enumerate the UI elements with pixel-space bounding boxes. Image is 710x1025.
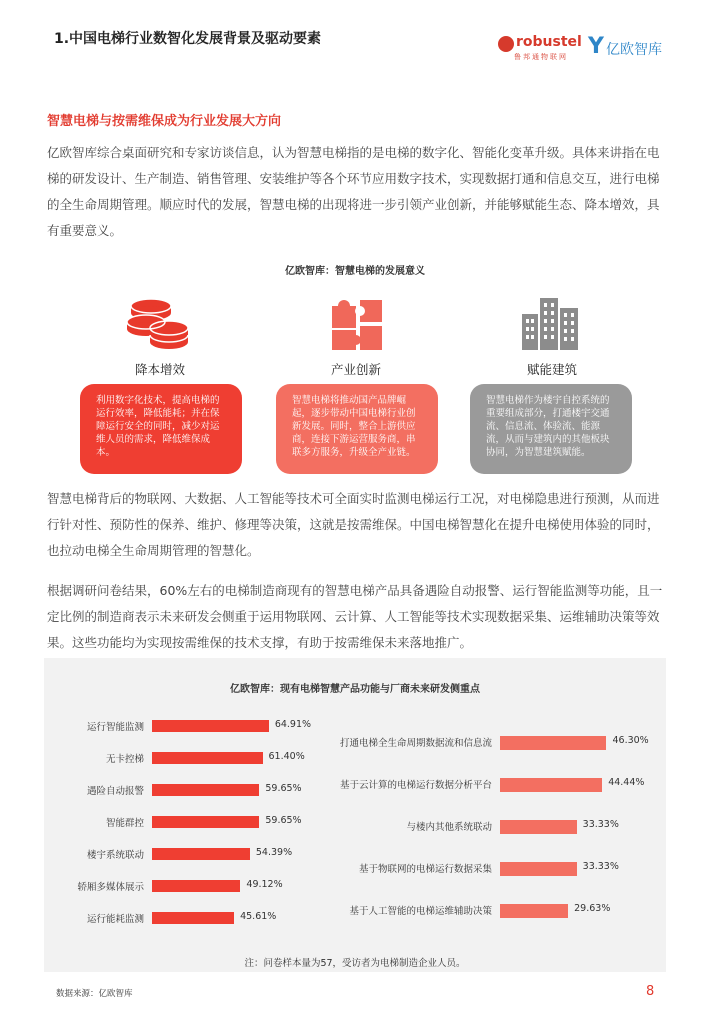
bar-value-label: 64.91% xyxy=(274,719,312,730)
card-cost: 利用数字化技术，提高电梯的运行效率，降低能耗；并在保障运行安全的同时，减少对运维人员的需求，降低维保成本。 xyxy=(80,384,242,474)
bar xyxy=(152,912,234,924)
bar-value-label: 33.33% xyxy=(582,819,619,830)
robustel-logo-text: robustel xyxy=(516,34,582,50)
chart-title: 亿欧智库：现有电梯智慧产品功能与厂商未来研发侧重点 xyxy=(230,684,480,695)
bar-value-label: 29.63% xyxy=(574,903,611,914)
bar xyxy=(500,736,606,750)
bar-label: 楼宇系统联动 xyxy=(86,850,144,861)
bar-value-label: 59.65% xyxy=(265,783,302,794)
bar-label: 基于物联网的电梯运行数据采集 xyxy=(358,864,492,875)
paragraph-intro: 亿欧智库综合桌面研究和专家访谈信息，认为智慧电梯指的是电梯的数字化、智能化变革升级。具体来讲指在电梯的研发设计、生产制造、销售管理、安装维护等各个环节应用数字技术，实现数据打通和信息交互，进行电梯的全生命周期管理。顺应时代的发展，智慧电梯的出现将进一步引领产业创新，并能够赋能生态、降本增效，具有重要意义。 xyxy=(47,145,660,238)
bar-label: 无卡控梯 xyxy=(105,754,144,765)
page-number: 8 xyxy=(646,984,655,999)
bar-value-label: 54.39% xyxy=(255,847,293,858)
bar xyxy=(152,752,263,764)
bar-value-label: 33.33% xyxy=(582,861,619,872)
bar-value-label: 59.65% xyxy=(265,815,302,826)
bar xyxy=(152,880,240,892)
robustel-logo-subtext: 鲁邦通物联网 xyxy=(514,53,568,61)
bar-label: 打通电梯全生命周期数据流和信息流 xyxy=(339,738,492,749)
bar xyxy=(500,862,577,876)
bar-label: 基于人工智能的电梯运维辅助决策 xyxy=(349,906,492,917)
footer-source: 数据来源：亿欧智库 xyxy=(56,989,133,999)
card-label-building: 赋能建筑 xyxy=(526,362,577,377)
bar-value-label: 44.44% xyxy=(608,777,645,788)
bar xyxy=(152,816,259,828)
section-title: 1.中国电梯行业数智化发展背景及驱动要素 xyxy=(54,31,322,47)
card-building: 智慧电梯作为楼宇自控系统的重要组成部分，打通楼宇交通流、信息流、体验流、能源流，从而与建筑内的其他板块协同，为智慧建筑赋能。 xyxy=(470,384,632,474)
bar xyxy=(152,848,250,860)
bar xyxy=(500,904,568,918)
bar-value-label: 61.40% xyxy=(268,751,305,762)
bar-label: 运行能耗监测 xyxy=(86,914,144,925)
figure-title: 亿欧智库：智慧电梯的发展意义 xyxy=(285,266,425,277)
bar-label: 基于云计算的电梯运行数据分析平台 xyxy=(339,780,492,791)
bar xyxy=(500,778,602,792)
bar xyxy=(152,720,269,732)
bar-label: 智能群控 xyxy=(105,818,144,829)
subheading: 智慧电梯与按需维保成为行业发展大方向 xyxy=(47,114,282,129)
bar xyxy=(152,784,259,796)
paragraph-survey: 根据调研问卷结果，60%左右的电梯制造商现有的智慧电梯产品具备遇险自动报警、运行智能监测等功能，且一定比例的制造商表示未来研发会侧重于运用物联网、云计算、人工智能等技术实现数据采集、运维辅助决策等效果。这些功能均为实现按需维保的技术支撑，有助于按需维保未来落地推广。 xyxy=(47,583,663,650)
bar-value-label: 49.12% xyxy=(246,879,283,890)
bar xyxy=(500,820,577,834)
bar-label: 与楼内其他系统联动 xyxy=(406,822,492,833)
card-label-cost: 降本增效 xyxy=(134,362,185,377)
yiou-logo-text: 亿欧智库 xyxy=(606,42,662,58)
bar-value-label: 45.61% xyxy=(240,911,277,922)
bar-label: 轿厢多媒体展示 xyxy=(77,882,144,893)
card-label-innovation: 产业创新 xyxy=(330,362,381,377)
paragraph-maintenance: 智慧电梯背后的物联网、大数据、人工智能等技术可全面实时监测电梯运行工况，对电梯隐患进行预测，从而进行针对性、预防性的保养、维护、修理等决策，这就是按需维保。中国电梯智慧化在提升电梯使用体验的同时，也拉动电梯全生命周期管理的智慧化。 xyxy=(47,491,660,558)
card-innovation: 智慧电梯将推动国产品牌崛起，逐步带动中国电梯行业创新发展。同时，整合上游供应商，连接下游运营服务商，串联多方服务，升级全产业链。 xyxy=(276,384,438,474)
bar-label: 运行智能监测 xyxy=(86,722,144,733)
bar-label: 遇险自动报警 xyxy=(86,786,144,797)
yiou-logo-icon: Y xyxy=(588,34,604,59)
bar-value-label: 46.30% xyxy=(612,735,649,746)
chart-note: 注：问卷样本量为57，受访者为电梯制造企业人员。 xyxy=(244,958,466,969)
